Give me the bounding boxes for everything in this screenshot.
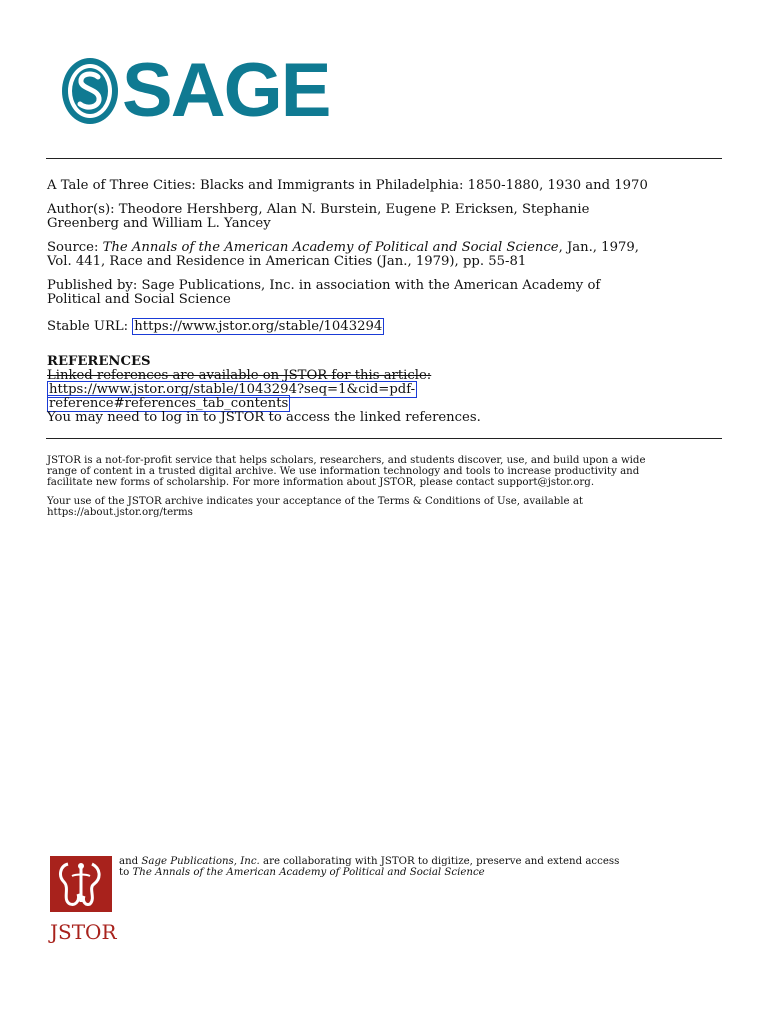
collab-publisher: Sage Publications, Inc.	[141, 856, 260, 867]
references-note: You may need to log in to JSTOR to access the linked references.	[47, 410, 481, 425]
references-heading: REFERENCES	[47, 354, 151, 369]
sage-s-circle-icon	[60, 55, 122, 127]
source: Source: The Annals of the American Academy of Political and Social Science, Jan., 1979, Vol. 441, Race and Residence in American Cities (Jan., 1979), pp. 55-81	[47, 240, 639, 269]
article-title: A Tale of Three Cities: Blacks and Immigrants in Philadelphia: 1850-1880, 1930 and 1970	[47, 178, 648, 193]
references-link-line1[interactable]: https://www.jstor.org/stable/1043294?seq=1&cid=pdf-	[49, 382, 416, 397]
source-journal: The Annals of the American Academy of Political and Social Science	[102, 240, 559, 255]
notice-para1: JSTOR is a not-for-profit service that helps scholars, researchers, and students discover, use, and build upon a wide range of content in a trusted digital archive. We use information technology and tools to increase productivity and facilitate new forms of scholarship. For more information about JSTOR, please contact support@jstor.org.	[47, 455, 646, 488]
jstor-logo-text: JSTOR	[50, 920, 117, 944]
references-section	[47, 355, 727, 425]
bottom-divider	[46, 438, 722, 439]
jstor-notice	[47, 455, 727, 518]
collaboration-statement: and Sage Publications, Inc. are collaborating with JSTOR to digitize, preserve and extend access to The Annals of the American Academy of Political and Social Science	[119, 856, 620, 878]
published-by: Published by: Sage Publications, Inc. in association with the American Academy of Political and Social Science	[47, 278, 601, 307]
authors: Author(s): Theodore Hershberg, Alan N. Burstein, Eugene P. Ericksen, Stephanie Greenberg and William L. Yancey	[47, 202, 590, 231]
stable-url-link[interactable]: https://www.jstor.org/stable/1043294	[134, 319, 383, 334]
sage-logo	[60, 48, 330, 133]
references-link-line2[interactable]: reference#references_tab_contents	[49, 396, 289, 411]
article-metadata	[47, 179, 727, 334]
references-intro: Linked references are available on JSTOR for this article:	[47, 368, 432, 383]
stable-url: Stable URL: https://www.jstor.org/stable/1043294	[47, 319, 383, 334]
collab-journal: The Annals of the American Academy of Political and Social Science	[132, 867, 485, 878]
notice-para2: Your use of the JSTOR archive indicates your acceptance of the Terms & Conditions of Use, available at https://about.jstor.org/terms	[47, 496, 583, 518]
top-divider	[46, 158, 722, 159]
sage-logo-text: SAGE	[122, 48, 330, 133]
jstor-logo	[50, 856, 117, 944]
jstor-emblem-icon	[50, 856, 112, 912]
